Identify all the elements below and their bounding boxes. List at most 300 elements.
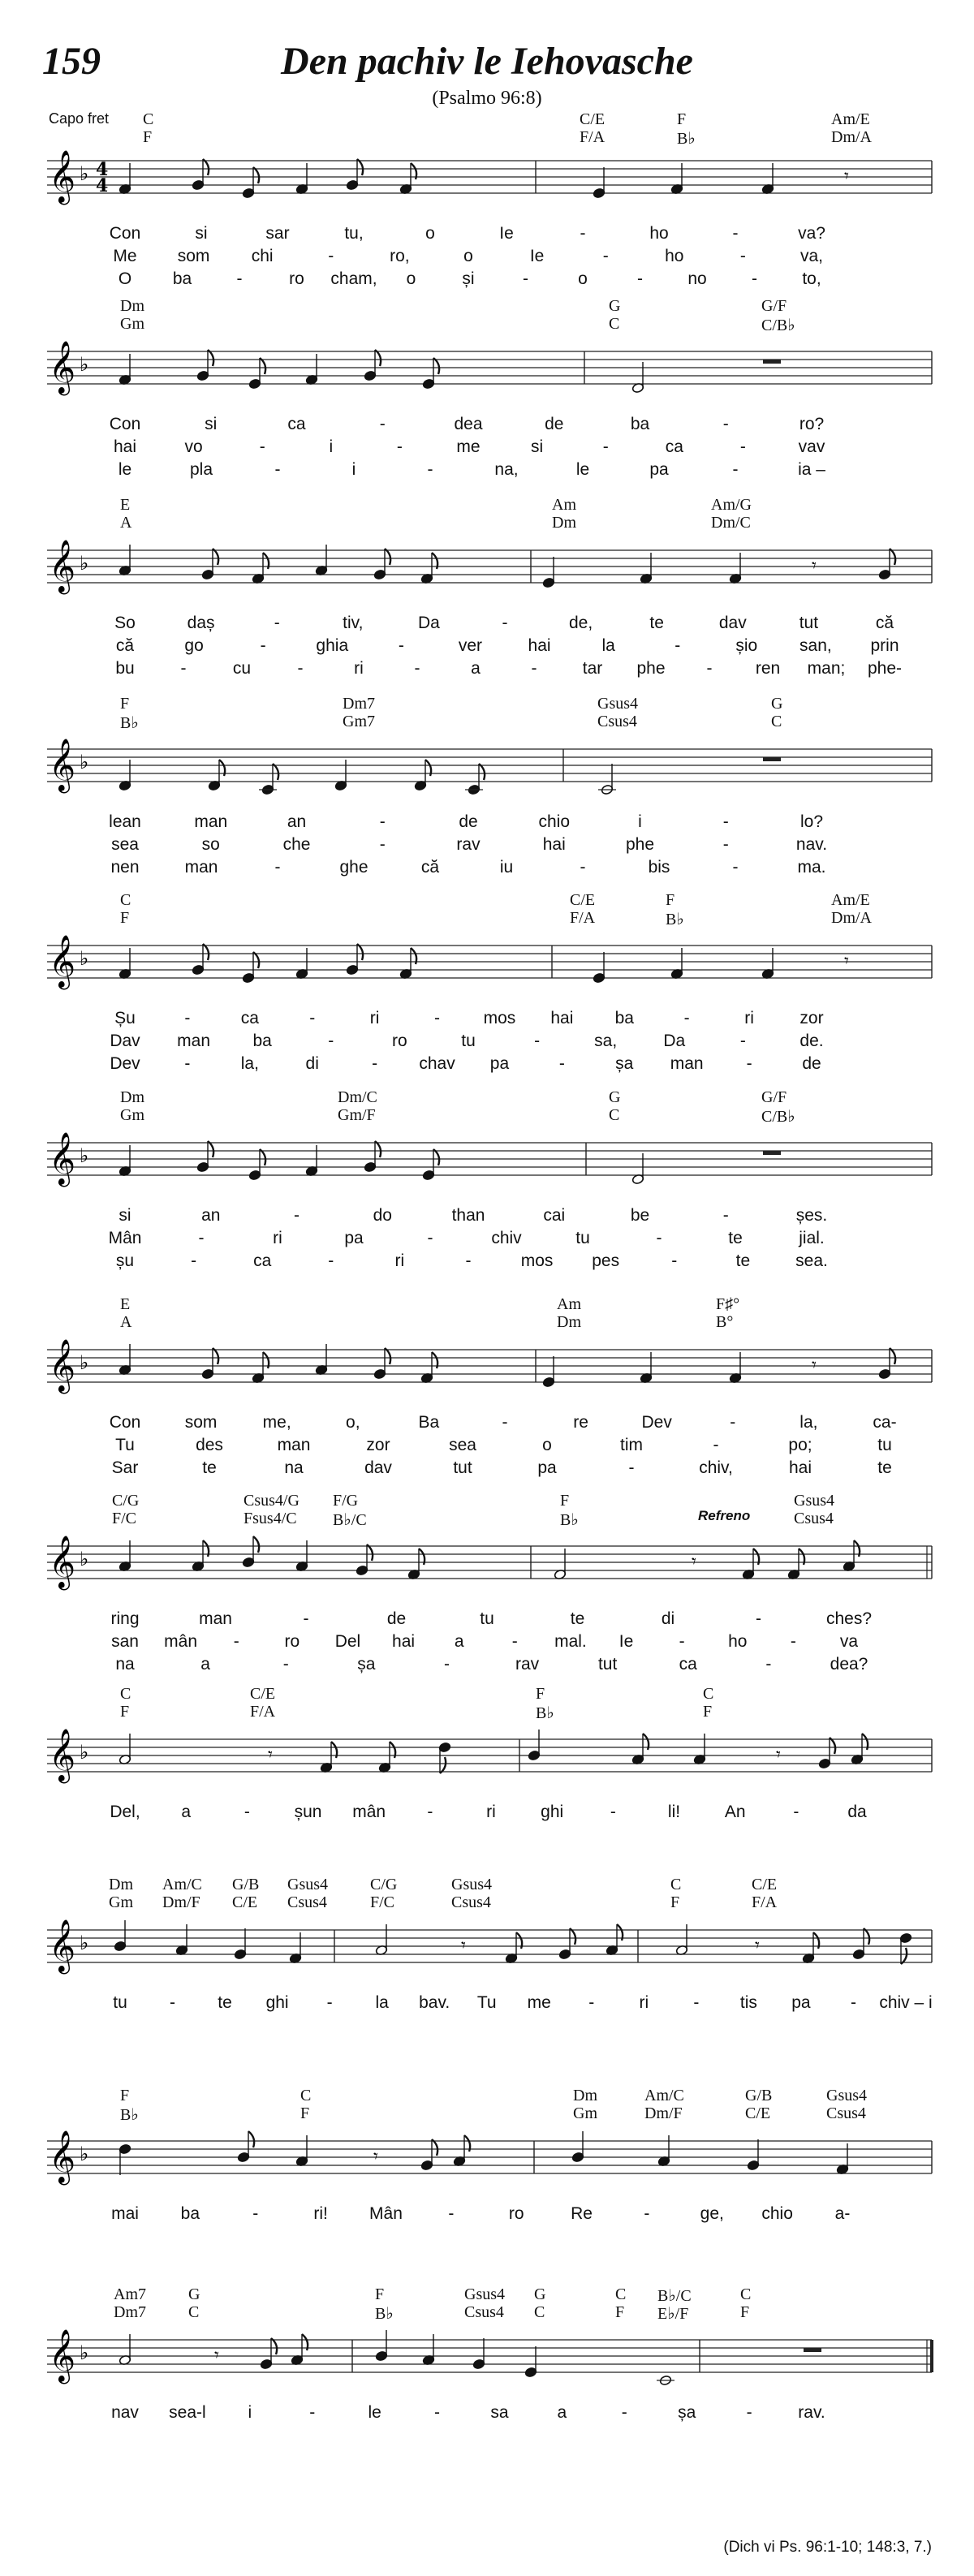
whole-rest <box>763 360 781 364</box>
lyric-syllable: - <box>722 835 729 854</box>
lyric-syllable: tis <box>739 1993 757 2012</box>
chord-top: C <box>740 2285 752 2303</box>
note-flag <box>901 1948 907 1964</box>
lyric-syllable: man <box>177 1032 211 1050</box>
note-flag <box>208 350 213 366</box>
lyric-syllable: no <box>687 269 707 288</box>
note-flag <box>864 1928 869 1945</box>
treble-clef: 𝄞 <box>49 935 76 988</box>
staff <box>0 335 974 449</box>
lyric-syllable: nav <box>111 2403 139 2422</box>
chord-bottom: C <box>771 713 782 730</box>
chord-top: C/E <box>580 110 606 128</box>
lyric-syllable: mai <box>111 2204 139 2223</box>
lyric-syllable: - <box>713 1436 719 1454</box>
lyric-syllable: ri <box>369 1009 380 1027</box>
note-flag <box>375 1141 381 1157</box>
chord-top: B♭/C <box>657 2287 692 2305</box>
lyric-syllable: tut <box>597 1655 618 1674</box>
lyric-syllable: - <box>739 247 746 265</box>
chord-top: Dm <box>109 1876 133 1893</box>
lyric-syllable: Șu <box>114 1009 136 1027</box>
lyric-syllable: so <box>201 835 220 854</box>
key-signature-flat: ♭ <box>80 1741 89 1764</box>
treble-clef: 𝄞 <box>49 2329 76 2382</box>
lyric-syllable: dea <box>454 415 483 433</box>
lyric-syllable: te <box>570 1609 585 1628</box>
chord-top: Csus4/G <box>244 1492 300 1510</box>
chord-top: C/E <box>570 891 596 909</box>
chord-bottom: F <box>670 1893 680 1911</box>
chord-top: E <box>120 496 131 514</box>
chord-bottom: B♭ <box>375 2305 394 2323</box>
lyric-syllable: mân <box>164 1632 198 1651</box>
chord-bottom: Gm <box>573 2104 597 2122</box>
lyric-syllable: - <box>244 1803 250 1821</box>
lyric-syllable: Sar <box>111 1458 139 1477</box>
chord-bottom: B♭ <box>666 911 684 928</box>
whole-rest <box>804 2348 821 2352</box>
lyric-syllable: că <box>115 636 135 655</box>
key-signature-flat: ♭ <box>80 1932 89 1954</box>
lyric-syllable: - <box>730 1413 736 1432</box>
note-flag <box>890 549 895 565</box>
lyric-syllable: nav. <box>795 835 828 854</box>
lyric-syllable: - <box>706 659 713 678</box>
lyric-syllable: ba <box>180 2204 200 2223</box>
treble-clef: 𝄞 <box>49 1536 76 1588</box>
footer-reference: (Dich vi Ps. 96:1-10; 148:3, 7.) <box>723 2539 932 2556</box>
lyric-syllable: șa <box>615 1054 634 1073</box>
lyric-syllable: - <box>752 269 757 288</box>
chord-bottom: F/A <box>580 128 606 146</box>
lyric-syllable: - <box>790 1632 796 1651</box>
chord-bottom: Csus4 <box>794 1510 834 1527</box>
lyric-syllable: șu <box>115 1251 135 1270</box>
treble-clef: 𝄞 <box>49 2130 76 2183</box>
lyric-syllable: - <box>602 247 609 265</box>
lyric-syllable: o, <box>346 1413 360 1432</box>
note-flag <box>890 1348 895 1364</box>
treble-clef: 𝄞 <box>49 150 76 203</box>
chord-top: Dm <box>573 2087 597 2104</box>
lyric-syllable: ri <box>273 1229 282 1247</box>
lyric-syllable: hai <box>542 835 566 854</box>
lyric-syllable: pa <box>649 460 669 479</box>
lyric-syllable: chio <box>761 2204 793 2223</box>
note-flag <box>433 358 439 374</box>
lyric-syllable: O <box>118 269 132 288</box>
chord-top: F♯° <box>716 1295 740 1313</box>
chord-top: F <box>677 110 687 128</box>
lyric-syllable: man <box>184 858 218 877</box>
lyric-syllable: tim <box>620 1436 643 1454</box>
lyric-syllable: chiv, <box>699 1458 733 1477</box>
note-flag <box>367 1544 373 1561</box>
lyric-syllable: som <box>177 247 210 265</box>
lyric-syllable: ba <box>252 1032 272 1050</box>
staff-system <box>0 496 974 710</box>
lyric-syllable: te <box>877 1458 892 1477</box>
lyric-syllable: Da <box>417 614 440 632</box>
lyric-syllable: - <box>511 1632 518 1651</box>
lyric-syllable: san, <box>799 636 832 655</box>
lyric-syllable: che <box>282 835 311 854</box>
chord-top: Am/C <box>644 2087 684 2104</box>
chord-top: G <box>188 2285 200 2303</box>
lyric-syllable: Dev <box>110 1054 140 1073</box>
lyric-syllable: a <box>181 1803 191 1821</box>
chord-top: C <box>670 1876 682 1893</box>
note-flag <box>203 944 209 960</box>
chord-bottom: F <box>740 2303 750 2321</box>
time-signature: 4 <box>96 175 109 196</box>
chord-top: C <box>703 1685 714 1703</box>
lyric-syllable: te <box>649 614 664 632</box>
note-flag <box>357 159 363 175</box>
chord-top: Gsus4 <box>464 2285 506 2303</box>
lyric-syllable: Ie <box>499 224 514 243</box>
chord-top: C/E <box>752 1876 778 1893</box>
key-signature-flat: ♭ <box>80 552 89 575</box>
lyric-syllable: și <box>462 269 475 288</box>
lyric-syllable: de <box>386 1609 407 1628</box>
lyric-syllable: vav <box>798 437 825 456</box>
lyric-syllable: ri <box>744 1009 754 1027</box>
lyric-syllable: va <box>839 1632 859 1651</box>
lyric-syllable: mân <box>352 1803 386 1821</box>
lyric-syllable: ches? <box>825 1609 873 1628</box>
lyric-syllable: bis <box>648 858 670 877</box>
chord-top: C <box>300 2087 312 2104</box>
lyric-syllable: - <box>236 269 243 288</box>
lyric-syllable: - <box>260 636 266 655</box>
chord-top: Am/G <box>711 496 752 514</box>
lyric-syllable: - <box>170 1993 176 2012</box>
chord-top: C/G <box>370 1876 398 1893</box>
lyric-syllable: chav <box>419 1054 455 1073</box>
chord-top: G/F <box>761 1088 787 1106</box>
lyric-syllable: - <box>722 1206 729 1225</box>
lyric-syllable: - <box>502 1413 508 1432</box>
lyric-syllable: ri <box>394 1251 405 1270</box>
chord-top: Gsus4 <box>794 1492 835 1510</box>
chord-top: Dm <box>120 297 144 315</box>
chord-bottom: E♭/F <box>657 2305 689 2323</box>
lyric-syllable: ca <box>287 415 306 433</box>
lyric-syllable: bav. <box>419 1993 450 2012</box>
lyric-syllable: na <box>284 1458 304 1477</box>
lyric-syllable: pa <box>489 1054 510 1073</box>
lyric-syllable: va? <box>798 224 825 243</box>
chord-bottom: Gm <box>109 1893 133 1911</box>
lyric-syllable: chio <box>538 812 571 831</box>
lyric-syllable: Da <box>663 1032 686 1050</box>
note-flag <box>203 159 209 175</box>
key-signature-flat: ♭ <box>80 1548 89 1570</box>
treble-clef: 𝄞 <box>49 1339 76 1392</box>
lyric-syllable: te <box>728 1229 743 1247</box>
lyric-syllable: phe <box>636 659 666 678</box>
lyric-syllable: ca- <box>873 1413 897 1432</box>
lyric-syllable: ri <box>639 1993 649 2012</box>
chord-bottom: F/A <box>752 1893 778 1911</box>
lyric-syllable: to, <box>802 269 821 288</box>
lyric-syllable: Con <box>109 224 141 243</box>
staff <box>0 1126 974 1240</box>
lyric-syllable: Re <box>571 2204 593 2223</box>
chord-bottom: Gm/F <box>338 1106 376 1124</box>
chord-bottom: B♭ <box>560 1511 579 1529</box>
lyric-syllable: - <box>679 1632 685 1651</box>
lyric-syllable: - <box>793 1803 799 1821</box>
lyric-syllable: că <box>420 858 440 877</box>
lyric-syllable: - <box>396 437 403 456</box>
lyric-syllable: - <box>588 1993 595 2012</box>
lyric-syllable: sea. <box>795 1251 828 1270</box>
lyric-syllable: tu <box>480 1609 494 1628</box>
lyric-syllable: - <box>746 1054 752 1073</box>
lyric-syllable: pa <box>791 1993 811 2012</box>
lyric-syllable: - <box>671 1251 678 1270</box>
lyric-syllable: i <box>638 812 642 831</box>
lyric-syllable: - <box>184 1009 191 1027</box>
lyric-syllable: sea <box>449 1436 476 1454</box>
lyric-syllable: o <box>406 269 416 288</box>
lyric-syllable: da <box>847 1803 867 1821</box>
lyric-syllable: mos <box>483 1009 516 1027</box>
lyric-syllable: - <box>328 1251 334 1270</box>
lyric-syllable: man <box>194 812 228 831</box>
lyric-syllable: hai <box>113 437 137 456</box>
note-flag <box>375 350 381 366</box>
lyric-syllable: - <box>184 1054 191 1073</box>
lyric-syllable: ro, <box>390 247 410 265</box>
lyric-syllable: de <box>459 812 478 831</box>
chord-top: C <box>615 2285 627 2303</box>
staff-system <box>0 695 974 909</box>
chord-top: F <box>560 1492 570 1510</box>
lyric-syllable: - <box>303 1609 309 1628</box>
lyric-syllable: - <box>191 1251 197 1270</box>
lyric-syllable: o <box>542 1436 552 1454</box>
key-signature-flat: ♭ <box>80 2143 89 2165</box>
lyric-syllable: lean <box>109 812 141 831</box>
treble-clef: 𝄞 <box>49 1919 76 1972</box>
treble-clef: 𝄞 <box>49 1729 76 1781</box>
chord-top: G/B <box>232 1876 260 1893</box>
chord-top: C <box>120 1685 131 1703</box>
lyric-syllable: An <box>724 1803 746 1821</box>
chord-bottom: C/E <box>232 1893 258 1911</box>
lyric-syllable: - <box>637 269 643 288</box>
key-signature-flat: ♭ <box>80 751 89 773</box>
lyric-syllable: ghi <box>541 1803 564 1821</box>
song-number: 159 <box>42 40 101 83</box>
lyric-syllable: ring <box>110 1609 140 1628</box>
lyric-syllable: bu <box>115 659 135 678</box>
lyric-syllable: ro? <box>799 415 825 433</box>
chord-bottom: F/C <box>112 1510 137 1527</box>
lyric-syllable: Dav <box>110 1032 140 1050</box>
note-flag <box>570 1928 575 1945</box>
note-flag <box>253 952 259 968</box>
lyric-syllable: - <box>621 2403 627 2422</box>
lyric-syllable: la, <box>240 1054 259 1073</box>
lyric-syllable: - <box>379 415 386 433</box>
lyric-syllable: - <box>465 1251 472 1270</box>
lyric-syllable: ri! <box>313 2204 328 2223</box>
key-signature-flat: ♭ <box>80 2341 89 2364</box>
chord-bottom: Gm <box>120 315 144 333</box>
lyric-syllable: - <box>580 858 586 877</box>
lyric-syllable: de. <box>799 1032 824 1050</box>
chord-top: Gsus4 <box>451 1876 493 1893</box>
note-flag <box>385 549 390 565</box>
lyric-syllable: daș <box>187 614 215 632</box>
lyric-syllable: chiv – i <box>879 1993 933 2012</box>
chord-top: Dm/C <box>338 1088 377 1106</box>
chord-bottom: A <box>120 514 132 532</box>
note-flag <box>830 1738 835 1754</box>
lyric-syllable: șun <box>294 1803 322 1821</box>
lyric-syllable: phe <box>625 835 655 854</box>
note-flag <box>260 358 265 374</box>
rest: 𝄾 <box>755 1936 760 1956</box>
lyric-syllable: li! <box>667 1803 681 1821</box>
rest: 𝄾 <box>812 556 817 576</box>
lyric-syllable: Mân <box>108 1229 142 1247</box>
chord-top: Gsus4 <box>287 1876 329 1893</box>
lyric-syllable: ho <box>665 247 684 265</box>
staff-system <box>0 1876 974 2090</box>
treble-clef: 𝄞 <box>49 341 76 394</box>
lyric-syllable: - <box>427 460 433 479</box>
lyric-syllable: le <box>118 460 132 479</box>
lyric-syllable: - <box>427 1803 433 1821</box>
lyric-syllable: zor <box>366 1436 390 1454</box>
lyric-syllable: - <box>722 415 729 433</box>
lyric-syllable: - <box>372 1054 378 1073</box>
lyric-syllable: des <box>196 1436 223 1454</box>
lyric-syllable: le <box>368 2403 381 2422</box>
lyric-syllable: - <box>534 1032 541 1050</box>
lyric-syllable: pes <box>592 1251 620 1270</box>
lyric-syllable: - <box>297 659 304 678</box>
lyric-syllable: ghe <box>339 858 368 877</box>
treble-clef: 𝄞 <box>49 739 76 791</box>
rest: 𝄾 <box>844 166 849 187</box>
lyric-syllable: i <box>248 2403 252 2422</box>
lyric-syllable: si <box>531 437 544 456</box>
lyric-syllable: - <box>259 437 265 456</box>
lyric-syllable: pa <box>537 1458 557 1477</box>
lyric-syllable: tu <box>461 1032 476 1050</box>
lyric-syllable: chiv <box>491 1229 522 1247</box>
chord-bottom: F <box>615 2303 625 2321</box>
chord-top: Am/C <box>162 1876 202 1893</box>
chord-top: F <box>666 891 675 909</box>
chord-bottom: B♭ <box>536 1704 554 1722</box>
lyric-syllable: cu <box>232 659 252 678</box>
lyric-syllable: - <box>274 858 281 877</box>
chord-bottom: F <box>300 2104 310 2122</box>
lyric-syllable: te <box>202 1458 217 1477</box>
lyric-syllable: - <box>282 1655 289 1674</box>
lyric-syllable: - <box>379 835 386 854</box>
key-signature-flat: ♭ <box>80 162 89 185</box>
lyric-syllable: sa, <box>594 1032 618 1050</box>
lyric-syllable: șio <box>735 636 758 655</box>
lyric-syllable: go <box>184 636 204 655</box>
lyric-syllable: a <box>471 659 481 678</box>
rest: 𝄾 <box>776 1745 781 1765</box>
lyric-syllable: tiv, <box>343 614 364 632</box>
chord-top: C/G <box>112 1492 140 1510</box>
refrain-label: Refreno <box>698 1508 751 1523</box>
note-flag <box>433 1149 439 1165</box>
lyric-syllable: ba <box>614 1009 634 1027</box>
rest: 𝄾 <box>461 1936 466 1956</box>
staff-system <box>0 891 974 1105</box>
chord-bottom: Dm/C <box>711 514 751 532</box>
lyric-syllable: jial. <box>799 1229 825 1247</box>
lyric-syllable: tu <box>575 1229 590 1247</box>
chord-bottom: C <box>609 1106 620 1124</box>
chord-top: Am <box>552 496 576 514</box>
lyric-syllable: o <box>463 247 473 265</box>
lyric-syllable: - <box>850 1993 856 2012</box>
lyric-syllable: Con <box>109 1413 141 1432</box>
lyric-syllable: a <box>454 1632 464 1651</box>
staff <box>0 534 974 648</box>
staff-system <box>0 2087 974 2301</box>
lyric-syllable: la, <box>799 1413 818 1432</box>
lyric-syllable: ri <box>486 1803 496 1821</box>
lyric-syllable: mal. <box>554 1632 587 1651</box>
lyric-syllable: Del, <box>110 1803 140 1821</box>
lyric-syllable: va, <box>799 247 824 265</box>
lyric-syllable: - <box>739 437 746 456</box>
lyric-syllable: - <box>644 2204 650 2223</box>
staff <box>0 1333 974 1447</box>
lyric-syllable: cham, <box>330 269 377 288</box>
lyric-syllable: prin <box>870 636 899 655</box>
lyric-syllable: hai <box>392 1632 416 1651</box>
lyric-syllable: cai <box>543 1206 566 1225</box>
lyric-syllable: Ba <box>418 1413 440 1432</box>
lyric-syllable: ba <box>172 269 192 288</box>
lyric-syllable: de <box>545 415 564 433</box>
song-subtitle: (Psalmo 96:8) <box>432 88 542 109</box>
note-flag <box>248 2131 254 2147</box>
lyric-syllable: a- <box>834 2204 851 2223</box>
lyric-syllable: - <box>502 614 508 632</box>
lyric-syllable: re <box>573 1413 588 1432</box>
lyric-syllable: de <box>802 1054 821 1073</box>
lyric-syllable: - <box>693 1993 700 2012</box>
lyric-syllable: tar <box>582 659 603 678</box>
chord-bottom: F <box>143 128 153 146</box>
lyric-syllable: - <box>434 1009 441 1027</box>
lyric-syllable: ro <box>508 2204 524 2223</box>
staff-system <box>0 297 974 511</box>
chord-bottom: Csus4 <box>287 1893 327 1911</box>
chord-bottom: Dm/A <box>831 128 872 146</box>
lyric-syllable: ver <box>458 636 483 655</box>
chord-top: E <box>120 1295 131 1313</box>
lyric-syllable: si <box>205 415 218 433</box>
